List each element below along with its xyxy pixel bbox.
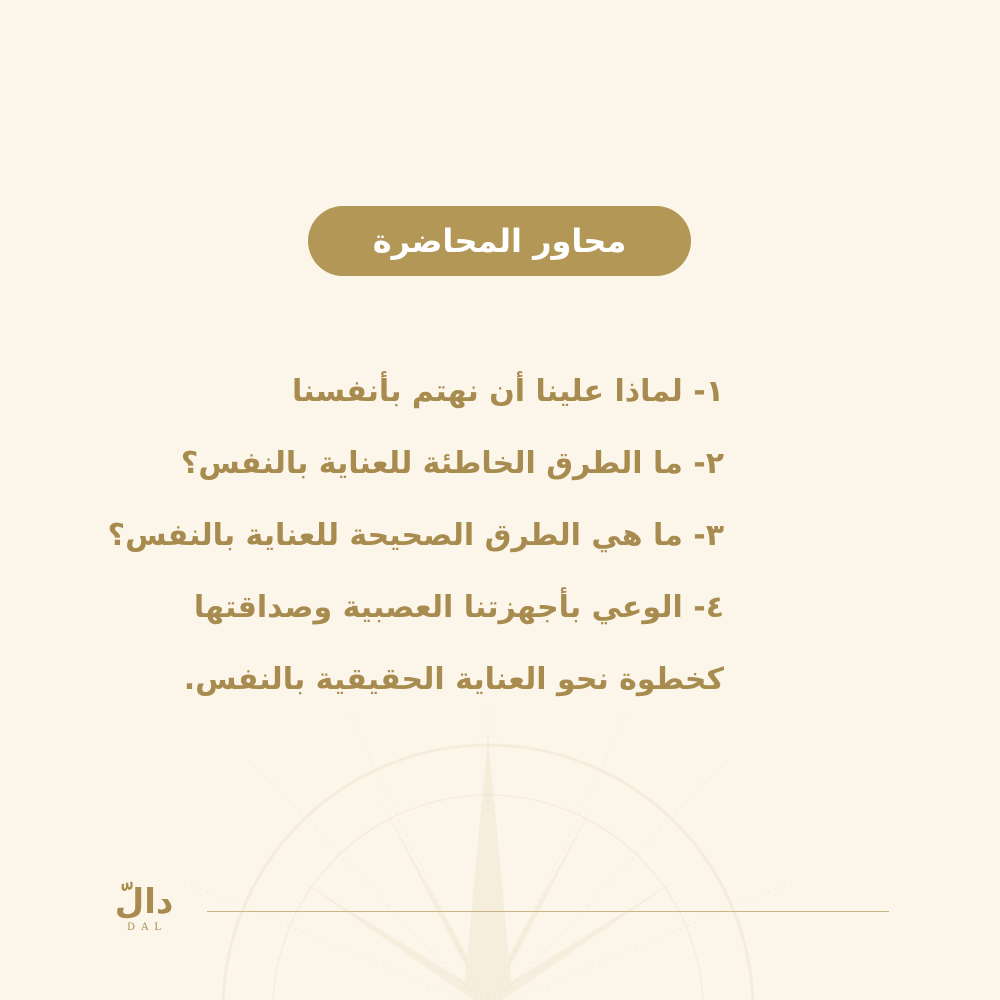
logo-arabic-text: دالّ	[114, 882, 174, 922]
title-pill	[308, 206, 691, 276]
footer-divider	[207, 911, 889, 912]
topic-item-4: ٤- الوعي بأجهزتنا العصبية وصداقتها	[193, 590, 724, 625]
topic-item-4-continued: كخطوة نحو العناية الحقيقية بالنفس.	[183, 662, 724, 697]
page-title: محاور المحاضرة	[372, 222, 627, 260]
topic-item-1: ١- لماذا علينا أن نهتم بأنفسنا	[292, 374, 724, 409]
dal-logo	[104, 882, 184, 942]
topic-item-3: ٣- ما هي الطرق الصحيحة للعناية بالنفس؟	[107, 518, 724, 553]
logo-latin-text: DAL	[127, 922, 167, 933]
topic-item-2: ٢- ما الطرق الخاطئة للعناية بالنفس؟	[180, 446, 724, 481]
topics-list	[107, 356, 724, 716]
